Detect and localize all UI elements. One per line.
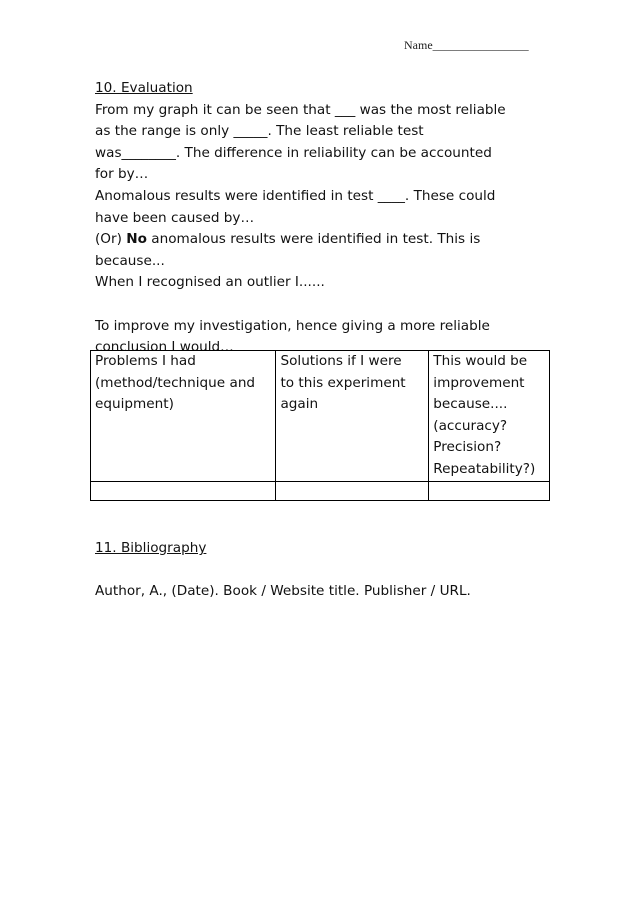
cell-line: again — [280, 396, 319, 413]
cell-line: This would be — [433, 353, 528, 369]
cell-line: equipment) — [95, 396, 174, 413]
spacer — [95, 294, 555, 316]
evaluation-section — [95, 78, 555, 359]
name-field-label: Name________________ — [404, 38, 529, 52]
cell-line: Solutions if I were — [280, 353, 402, 369]
bibliography-heading: 11. Bibliography — [95, 540, 207, 556]
empty-cell[interactable] — [429, 481, 550, 500]
bibliography-section — [95, 538, 555, 603]
improvement-cell — [429, 351, 550, 482]
improve-line: conclusion I would… — [95, 339, 234, 356]
evaluation-line: as the range is only _____. The least reliable test — [95, 123, 424, 140]
evaluation-line: was________. The difference in reliability can be accounted — [95, 144, 492, 161]
cell-line: (accuracy? — [433, 417, 508, 434]
table-row — [91, 481, 550, 500]
improve-line: To improve my investigation, hence giving a more reliable — [95, 317, 490, 334]
or-rest: anomalous results were identified in test. This is — [146, 231, 481, 248]
solutions-cell — [276, 351, 429, 482]
cell-line: Repeatability?) — [433, 460, 536, 477]
cell-line: (method/technique and — [95, 374, 256, 391]
or-prefix: (Or) — [95, 231, 127, 248]
empty-cell[interactable] — [276, 481, 429, 500]
evaluation-line: have been caused by… — [95, 209, 255, 226]
cell-line: because.... — [433, 396, 508, 413]
problems-cell — [91, 351, 276, 482]
improvement-table — [90, 350, 550, 501]
table-header-row — [91, 351, 550, 482]
evaluation-line: Anomalous results were identified in test ____. These could — [95, 187, 496, 204]
because-line: because... — [95, 252, 165, 269]
bibliography-example: Author, A., (Date). Book / Website title. Publisher / URL. — [95, 583, 471, 600]
cell-line: Problems I had — [95, 353, 196, 369]
cell-line: Precision? — [433, 439, 502, 456]
cell-line: improvement — [433, 374, 525, 391]
outlier-line: When I recognised an outlier I...... — [95, 274, 325, 291]
evaluation-line: for by… — [95, 166, 149, 183]
no-anomalies-line — [95, 229, 555, 251]
spacer — [95, 560, 555, 582]
evaluation-line: From my graph it can be seen that ___ was the most reliable — [95, 101, 506, 118]
empty-cell[interactable] — [91, 481, 276, 500]
no-word: No — [126, 231, 147, 248]
cell-line: to this experiment — [280, 374, 406, 391]
evaluation-heading: 10. Evaluation — [95, 80, 193, 96]
